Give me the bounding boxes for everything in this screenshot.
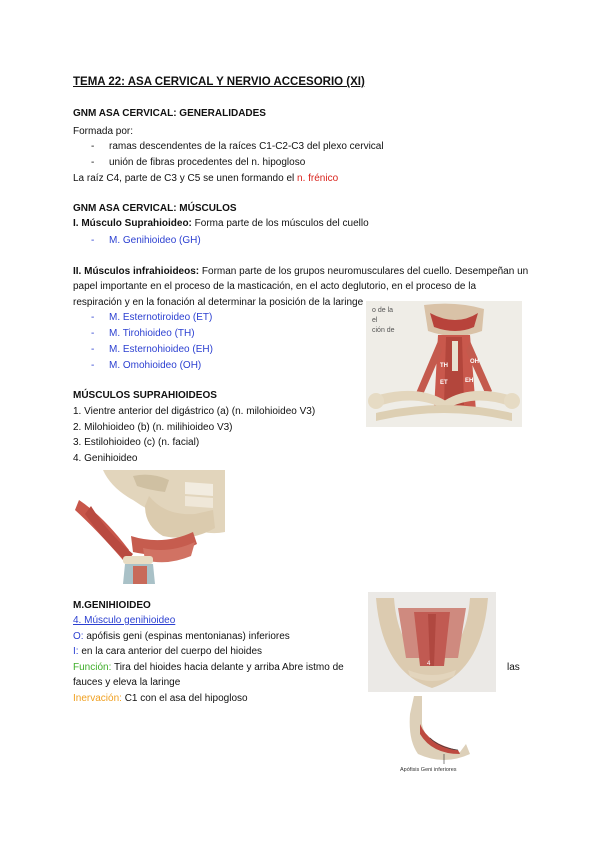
insercion-label: I: bbox=[73, 646, 79, 657]
infra-paragraph-line3: respiración y en la fonación al determinar la posición de la laringe bbox=[73, 297, 364, 308]
dash-bullet: - bbox=[91, 141, 95, 152]
section-heading-generalidades: GNM ASA CERVICAL: GENERALIDADES bbox=[73, 108, 266, 119]
genihioideo-subheading: 4. Músculo genihioideo bbox=[73, 615, 176, 626]
origen-line bbox=[73, 630, 290, 643]
dash-bullet: - bbox=[91, 360, 95, 371]
funcion-label: Función: bbox=[73, 662, 112, 673]
figure-label-th: TH bbox=[440, 363, 448, 369]
infra-paragraph-line2: papel importante en el proceso de la masticación, en el acto deglutorio, en el proceso de la bbox=[73, 281, 477, 292]
page-title: TEMA 22: ASA CERVICAL Y NERVIO ACCESORIO (XI) bbox=[73, 76, 365, 88]
supra-paragraph bbox=[73, 217, 369, 230]
list-item: 1. Vientre anterior del digástrico (a) (n. milohioideo V3) bbox=[73, 406, 316, 417]
list-item: ramas descendentes de la raíces C1-C2-C3 del plexo cervical bbox=[109, 141, 384, 152]
figure-text-fragment: el bbox=[372, 317, 378, 324]
formada-label: Formada por: bbox=[73, 126, 134, 137]
funcion-text: Tira del hioides hacia delante y arriba Abre istmo de bbox=[111, 662, 344, 673]
list-item: unión de fibras procedentes del n. hipogloso bbox=[109, 157, 306, 168]
list-item: 4. Genihioideo bbox=[73, 453, 138, 464]
list-item: M. Omohioideo (OH) bbox=[109, 360, 202, 371]
list-item: M. Esternohioideo (EH) bbox=[109, 344, 213, 355]
dash-bullet: - bbox=[91, 328, 95, 339]
infra-paragraph-line1 bbox=[73, 265, 528, 278]
funcion-trailing-word: las bbox=[507, 662, 520, 673]
mandible-figure bbox=[400, 694, 480, 776]
supra-text: Forma parte de los músculos del cuello bbox=[191, 218, 369, 229]
figure-text-fragment: o de la bbox=[372, 307, 394, 314]
section-heading-genihioideo: M.GENIHIOIDEO bbox=[73, 600, 151, 611]
inervacion-text: C1 con el asa del hipogloso bbox=[121, 693, 248, 704]
inervacion-label: Inervación: bbox=[73, 693, 122, 704]
list-item: M. Genihioideo (GH) bbox=[109, 235, 201, 246]
figure-label-eh: EH bbox=[465, 378, 474, 384]
dash-bullet: - bbox=[91, 312, 95, 323]
dash-bullet: - bbox=[91, 157, 95, 168]
frenico-highlight: n. frénico bbox=[297, 173, 339, 184]
list-item: 2. Milohioideo (b) (n. milihioideo V3) bbox=[73, 422, 233, 433]
section-heading-suprahioideos: MÚSCULOS SUPRAHIOIDEOS bbox=[73, 390, 217, 401]
infrahyoid-muscles-figure bbox=[366, 301, 522, 427]
dash-bullet: - bbox=[91, 235, 95, 246]
insercion-text: en la cara anterior del cuerpo del hioides bbox=[78, 646, 263, 657]
raiz-paragraph bbox=[73, 172, 338, 185]
infra-text: Forman parte de los grupos neuromusculares del cuello. Desempeñan un bbox=[199, 266, 529, 277]
dash-bullet: - bbox=[91, 344, 95, 355]
origen-text: apófisis geni (espinas mentonianas) inferiores bbox=[83, 631, 290, 642]
list-item: M. Esternotiroideo (ET) bbox=[109, 312, 213, 323]
funcion-line2: fauces y eleva la laringe bbox=[73, 677, 181, 688]
figure-caption: Apófisis Geni inferiores bbox=[400, 767, 457, 773]
figure-label-oh: OH bbox=[470, 359, 479, 365]
raiz-text: La raíz C4, parte de C3 y C5 se unen formando el bbox=[73, 173, 298, 184]
origen-label: O: bbox=[73, 631, 84, 642]
genihyoid-jaw-figure bbox=[368, 592, 496, 692]
infra-label: II. Músculos infrahioideos: bbox=[73, 266, 200, 277]
funcion-line bbox=[73, 661, 344, 674]
inervacion-line bbox=[73, 692, 248, 705]
figure-text-fragment: ción de bbox=[372, 327, 395, 334]
supra-label: I. Músculo Suprahioideo: bbox=[73, 218, 192, 229]
figure-label-4: 4 bbox=[427, 661, 431, 667]
section-heading-musculos: GNM ASA CERVICAL: MÚSCULOS bbox=[73, 203, 237, 214]
suprahyoid-muscles-figure bbox=[73, 470, 225, 584]
insercion-line bbox=[73, 645, 262, 658]
list-item: 3. Estilohioideo (c) (n. facial) bbox=[73, 437, 200, 448]
figure-label-et: ET bbox=[440, 380, 448, 386]
list-item: M. Tirohioideo (TH) bbox=[109, 328, 195, 339]
